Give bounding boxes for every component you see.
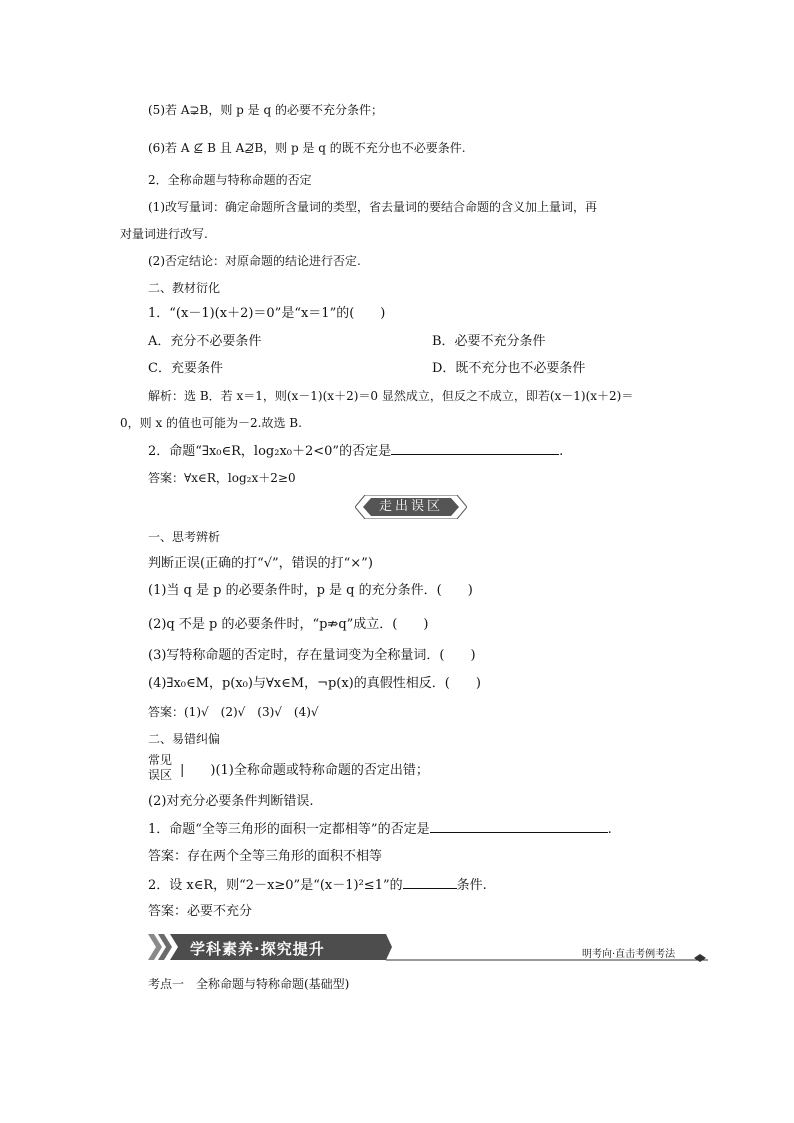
question: [0, 442, 794, 461]
text-line: 对量词进行改写.: [120, 227, 208, 241]
answer-blank: [430, 820, 608, 833]
tag-label-bottom: 误区: [148, 768, 173, 782]
question-text: 1．命题“全等三角形的面积一定都相等”的否定是: [148, 822, 430, 837]
option-c: C．充要条件: [148, 361, 223, 376]
option-a: A．充分不必要条件: [148, 334, 262, 349]
analysis: 解析：选 B．若 x＝1，则(x－1)(x＋2)＝0 显然成立，但反之不成立，即若(x－1)(x＋2)＝: [148, 389, 634, 403]
text-line: (2)对充分必要条件判断错误.: [148, 794, 314, 809]
text-line: (6)若 A ⊈ B 且 A⊉B，则 p 是 q 的既不充分也不必要条件.: [148, 141, 466, 155]
analysis: 0，则 x 的值也可能为－2.故选 B.: [120, 416, 302, 430]
question-end: 条件.: [456, 878, 487, 893]
heading: 二、易错纠偏: [148, 732, 221, 746]
text-line: | )(1)全称命题或特称命题的否定出错；: [180, 763, 429, 778]
question: [0, 820, 794, 839]
text-line: (1)改写量词：确定命题所含量词的类型，省去量词的要结合命题的含义加上量词，再: [148, 200, 598, 214]
topic-heading: 考点一 全称命题与特称命题(基础型): [148, 977, 350, 991]
question-text: 2．设 x∈R，则“2－x≥0”是“(x－1)²≤1”的: [148, 878, 403, 893]
banner-title: 走出误区: [378, 499, 443, 514]
answer-blank: [403, 876, 457, 889]
question: 1．“(x－1)(x＋2)＝0”是“x＝1”的( ): [148, 306, 386, 321]
section-title: 学科素养·探究提升: [190, 940, 325, 958]
text-line: (2)否定结论：对原命题的结论进行否定.: [148, 254, 361, 268]
text-line: (5)若 A⊋B，则 p 是 q 的必要不充分条件；: [148, 103, 383, 117]
question: (3)写特称命题的否定时，存在量词变为全称量词．( ): [148, 648, 476, 663]
heading: 一、思考辨析: [148, 530, 221, 544]
answer: 答案：存在两个全等三角形的面积不相等: [148, 849, 383, 864]
question: (4)∃x₀∈M，p(x₀)与∀x∈M，¬p(x)的真假性相反．( ): [148, 676, 481, 691]
tag-label-top: 常见: [148, 753, 173, 767]
banner: [355, 495, 467, 519]
answer: 答案：(1)√ (2)√ (3)√ (4)√: [148, 705, 319, 719]
question-text: 2．命题“∃x₀∈R，log₂x₀＋2<0”的否定是: [148, 444, 392, 459]
text-line: 判断正误(正确的打“√”，错误的打“×”): [148, 556, 373, 571]
option-b: B．必要不充分条件: [432, 334, 546, 349]
option-d: D．既不充分也不必要条件: [432, 361, 586, 376]
section-subtitle: 明考向·直击考例考法: [582, 949, 676, 960]
answer: 答案：必要不充分: [148, 904, 253, 919]
text-line: 二、教材衍化: [148, 281, 221, 295]
question: (2)q 不是 p 的必要条件时，“p⇏q”成立．( ): [148, 617, 429, 632]
answer-blank: [391, 442, 559, 455]
answer: 答案：∀x∈R，log₂x＋2≥0: [148, 471, 296, 485]
text-line: 2．全称命题与特称命题的否定: [148, 173, 312, 187]
question-end: .: [559, 444, 564, 459]
question-end: .: [607, 822, 612, 837]
question: [0, 876, 794, 895]
question: (1)当 q 是 p 的必要条件时，p 是 q 的充分条件．( ): [148, 583, 473, 598]
